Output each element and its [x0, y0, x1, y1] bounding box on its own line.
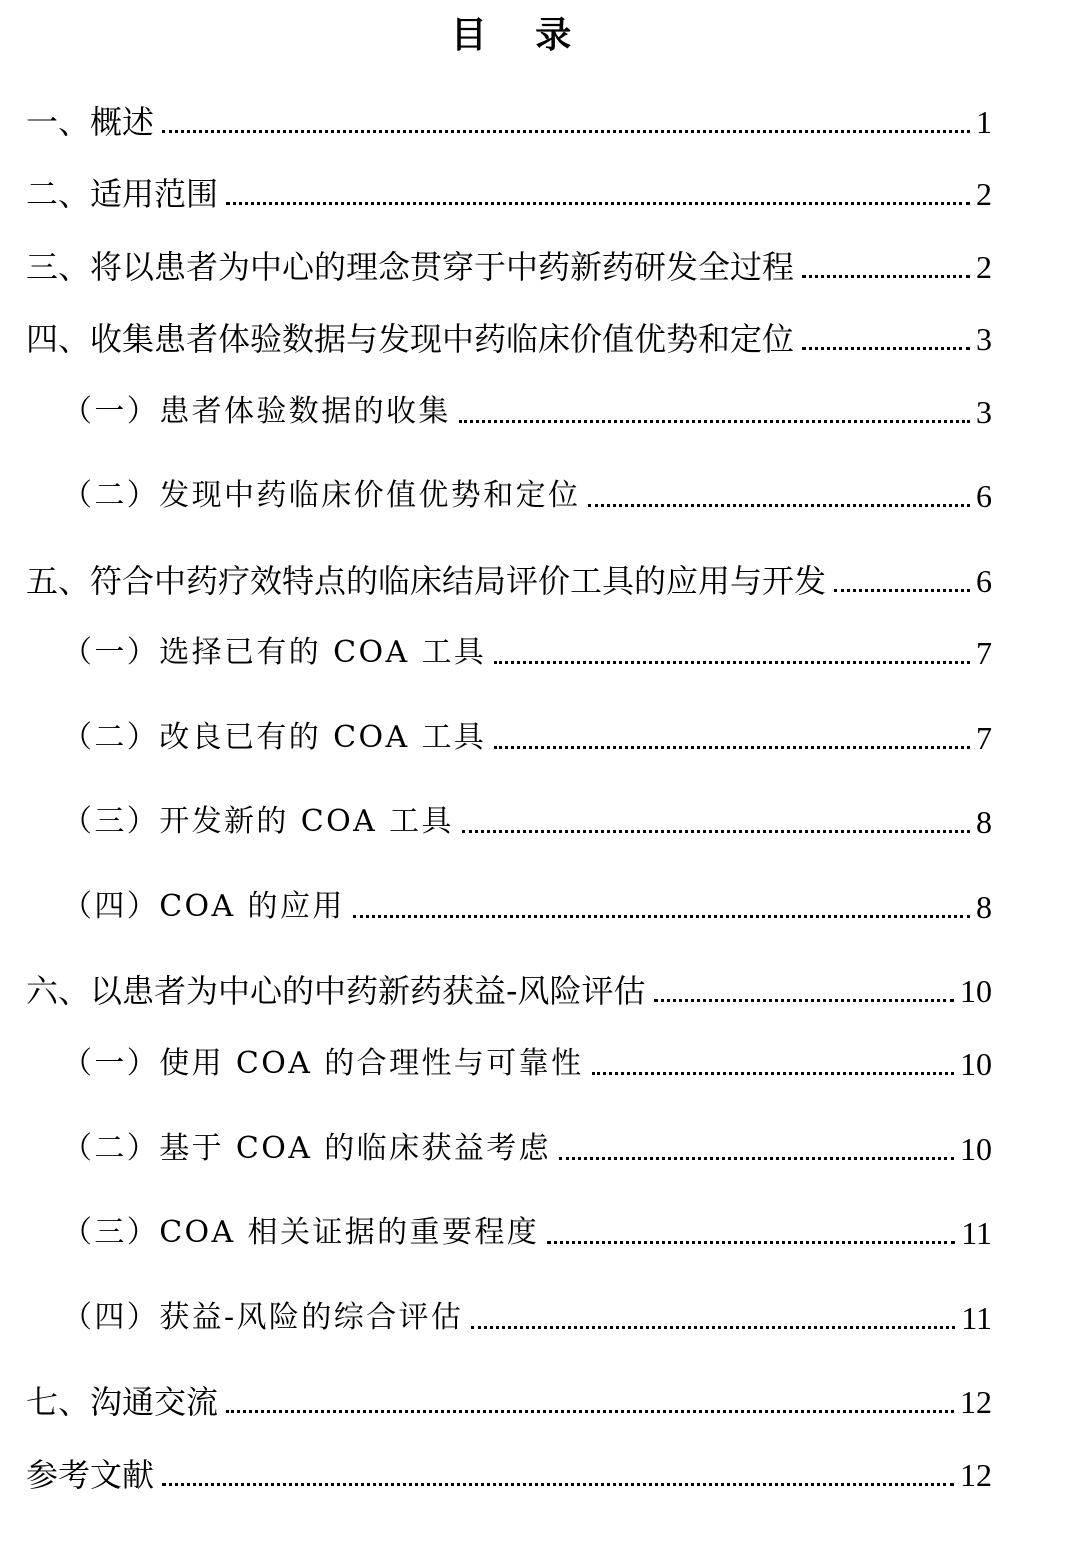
toc-page-number: 3: [976, 394, 992, 430]
toc-entry-title: 五、符合中药疗效特点的临床结局评价工具的应用与开发: [26, 562, 827, 600]
toc-entry-title: （一）选择已有的 COA 工具: [62, 635, 487, 670]
toc-page-number: 10: [960, 1131, 992, 1167]
toc-page-number: 2: [976, 249, 992, 285]
toc-page-number: 7: [976, 635, 992, 671]
toc-entry[interactable]: [26, 241, 992, 289]
toc-page-number: 11: [961, 1300, 992, 1336]
dot-leader: [588, 503, 970, 507]
toc-entry[interactable]: [62, 712, 992, 760]
toc-page-number: 8: [976, 804, 992, 840]
toc-page-number: 2: [976, 176, 992, 212]
toc-entry-title: 参考文献: [26, 1456, 155, 1494]
dot-leader: [547, 1240, 955, 1244]
dot-leader: [462, 829, 970, 833]
dot-leader: [802, 274, 970, 278]
dot-leader: [592, 1071, 955, 1075]
toc-page-number: 3: [976, 321, 992, 357]
toc-entry-title: （二）发现中药临床价值优势和定位: [62, 478, 581, 513]
dot-leader: [162, 1482, 954, 1486]
toc-entry-title: 二、适用范围: [26, 175, 219, 213]
toc-entry-title: 六、以患者为中心的中药新药获益-风险评估: [26, 972, 646, 1010]
toc-entry[interactable]: [26, 313, 992, 361]
toc-page-number: 1: [976, 104, 992, 140]
toc-entry-title: （二）基于 COA 的临床获益考虑: [62, 1131, 552, 1166]
dot-leader: [471, 1325, 955, 1329]
toc-entry[interactable]: [62, 627, 992, 675]
toc-entry[interactable]: [62, 1123, 992, 1171]
toc-entry[interactable]: [26, 965, 992, 1013]
toc-entry[interactable]: [26, 555, 992, 603]
toc-page-number: 6: [976, 563, 992, 599]
toc-page-number: 12: [960, 1457, 992, 1493]
toc-entry-title: 一、概述: [26, 103, 155, 141]
dot-leader: [226, 1409, 954, 1413]
toc-entry[interactable]: [26, 1449, 992, 1497]
toc-entry[interactable]: [62, 881, 992, 929]
dot-leader: [802, 346, 970, 350]
toc-entry-title: （三）COA 相关证据的重要程度: [62, 1215, 540, 1250]
toc-entry-title: 三、将以患者为中心的理念贯穿于中药新药研发全过程: [26, 248, 795, 286]
dot-leader: [654, 998, 954, 1002]
toc-page-number: 10: [960, 1046, 992, 1082]
toc-page-number: 8: [976, 889, 992, 925]
toc-entry-title: （一）使用 COA 的合理性与可靠性: [62, 1046, 584, 1081]
toc-entry-title: （二）改良已有的 COA 工具: [62, 720, 487, 755]
dot-leader: [559, 1156, 954, 1160]
toc-entry-title: （一）患者体验数据的收集: [62, 394, 451, 429]
dot-leader: [459, 419, 970, 423]
toc-page-number: 12: [960, 1384, 992, 1420]
toc-entry-title: 七、沟通交流: [26, 1383, 219, 1421]
toc-page-number: 7: [976, 720, 992, 756]
dot-leader: [494, 660, 970, 664]
dot-leader: [834, 588, 970, 592]
toc-entry[interactable]: [62, 386, 992, 434]
dot-leader: [353, 914, 970, 918]
toc-entry[interactable]: [62, 470, 992, 518]
dot-leader: [162, 129, 970, 133]
toc-entry[interactable]: [62, 1292, 992, 1340]
toc-entry[interactable]: [62, 1038, 992, 1086]
toc-entry[interactable]: [62, 796, 992, 844]
toc-entry-title: （四）获益-风险的综合评估: [62, 1300, 464, 1335]
toc-page-number: 6: [976, 478, 992, 514]
dot-leader: [226, 201, 970, 205]
toc-entry[interactable]: [26, 96, 992, 144]
page-title: 目 录: [450, 15, 590, 56]
toc-entry-title: （四）COA 的应用: [62, 889, 345, 924]
toc-entry-title: （三）开发新的 COA 工具: [62, 804, 454, 839]
dot-leader: [494, 745, 970, 749]
toc-page-number: 10: [960, 973, 992, 1009]
toc-entry-title: 四、收集患者体验数据与发现中药临床价值优势和定位: [26, 320, 795, 358]
toc-entry[interactable]: [62, 1207, 992, 1255]
toc-entry[interactable]: [26, 1376, 992, 1424]
toc-entry[interactable]: [26, 168, 992, 216]
toc-page-number: 11: [961, 1215, 992, 1251]
